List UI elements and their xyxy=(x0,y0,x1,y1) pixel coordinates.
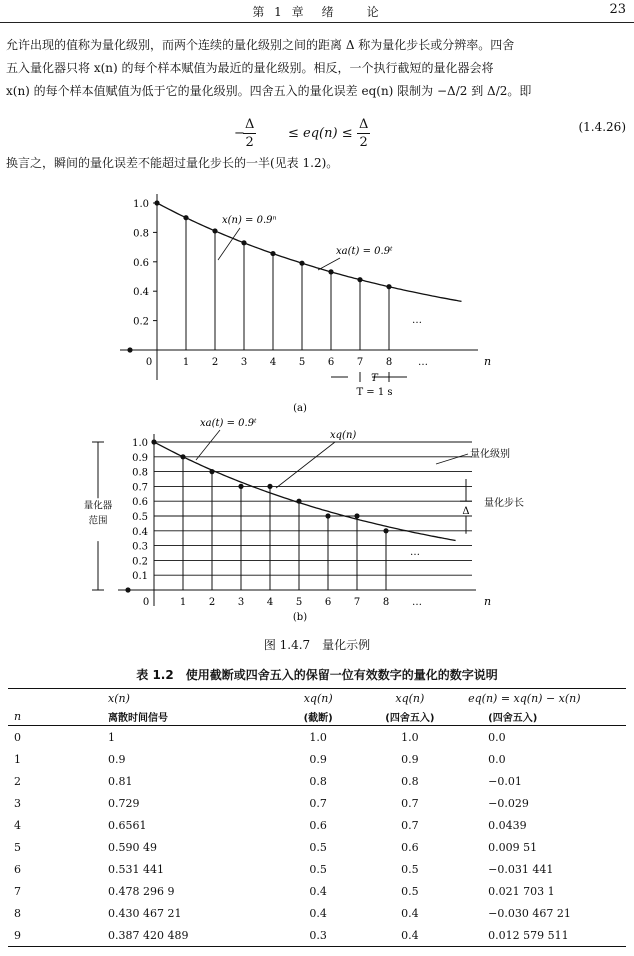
header-cell xyxy=(8,689,56,708)
x-tick-label: 7 xyxy=(356,357,364,368)
table-caption: 表 1.2 使用截断或四舍五入的保留一位有效数字的量化的数字说明 xyxy=(136,668,498,682)
quantized-point xyxy=(383,528,388,533)
table-cell: 0.590 49 xyxy=(108,840,158,854)
data-point xyxy=(270,251,275,256)
table-row xyxy=(8,748,626,770)
data-point xyxy=(357,277,362,282)
paragraph-line-1: 允许出现的值称为量化级别，而两个连续的量化级别之间的距离 Δ 称为量化步长或分辨率。四舍 xyxy=(6,38,515,52)
quantizer-range-label: 量化器 xyxy=(83,500,113,512)
x-tick-label: 0 xyxy=(145,357,153,368)
x-tick-label: 1 xyxy=(182,357,190,368)
equation-1-4-26 xyxy=(0,116,634,156)
table-cell: 0.3 xyxy=(275,924,362,947)
table-header-row-top xyxy=(8,689,626,708)
figure-b-caption: (b) xyxy=(292,612,308,623)
x-tick-label: 3 xyxy=(237,597,245,608)
y-tick-label: 0.2 xyxy=(133,316,149,328)
table-cell: 9 xyxy=(8,924,56,947)
x-tick-label: 0 xyxy=(142,597,150,608)
table-cell: 0.5 xyxy=(401,884,419,898)
y-tick-label: 0.7 xyxy=(132,482,148,494)
table-cell: 0.5 xyxy=(401,862,419,876)
y-tick-label: 0.4 xyxy=(132,526,148,538)
figure-caption: 图 1.4.7 量化示例 xyxy=(263,638,371,652)
y-tick-label: 0.6 xyxy=(133,257,149,269)
table-row xyxy=(8,880,626,902)
chapter-title: 第 1 章 绪 论 xyxy=(252,5,382,19)
table-cell: 0.9 xyxy=(309,752,327,766)
period-label: T xyxy=(371,373,378,384)
data-point xyxy=(154,200,159,205)
discrete-label-pointer xyxy=(218,228,240,260)
table-cell: 0.009 51 xyxy=(488,840,538,854)
header-cell: (四舍五入) xyxy=(458,707,626,726)
header-cell: (四舍五入) xyxy=(362,707,459,726)
table-cell: 0.430 467 21 xyxy=(108,906,182,920)
table-cell: 0.5 xyxy=(309,840,327,854)
x-tick-label: 2 xyxy=(208,597,216,608)
continuous-curve xyxy=(157,203,462,301)
x-tick-label: 7 xyxy=(353,597,361,608)
table-body xyxy=(8,726,626,947)
continuous-signal-label: xa(t) = 0.9ᵗ xyxy=(336,246,393,257)
x-tick-label: 4 xyxy=(269,357,277,368)
y-tick-label: 0.8 xyxy=(133,228,149,240)
step-size-label: 量化步长 xyxy=(484,498,524,510)
x-tick-label: 1 xyxy=(179,597,187,608)
quantized-point xyxy=(180,454,185,459)
right-fraction xyxy=(357,116,370,151)
table-cell: 1 xyxy=(14,752,21,766)
table-cell: 3 xyxy=(14,796,21,810)
continuous-label-pointer xyxy=(318,258,340,270)
table-cell: 0.4 xyxy=(309,884,327,898)
table-cell: 0.81 xyxy=(108,774,133,788)
header-cell: xq(n) xyxy=(362,689,459,708)
table-row xyxy=(8,836,626,858)
x-tick-label: 2 xyxy=(211,357,219,368)
table-cell: 0.012 579 511 xyxy=(458,924,626,947)
y-tick-label: 0.8 xyxy=(132,467,148,479)
left-denominator: 2 xyxy=(245,135,254,150)
right-denominator: 2 xyxy=(359,135,368,150)
table-cell: 0.5 xyxy=(309,862,327,876)
table-cell: 0.387 420 489 xyxy=(56,924,275,947)
data-point xyxy=(212,228,217,233)
table-row xyxy=(8,770,626,792)
equation-number: (1.4.26) xyxy=(578,120,626,134)
y-tick-label: 0.3 xyxy=(132,541,148,553)
table-row xyxy=(8,792,626,814)
figure-a-caption: (a) xyxy=(293,403,307,414)
table-cell: 0.0 xyxy=(488,730,506,744)
table-cell: 4 xyxy=(14,818,21,832)
continuous-signal-label: xa(t) = 0.9ᵗ xyxy=(200,418,257,429)
data-point xyxy=(299,261,304,266)
header-cell: eq(n) = xq(n) − x(n) xyxy=(458,689,626,708)
discrete-signal-label: x(n) = 0.9ⁿ xyxy=(222,215,277,226)
table-cell: 1.0 xyxy=(401,730,419,744)
header-cell: n xyxy=(8,707,56,726)
minus-sign: − xyxy=(234,126,245,141)
x-tick-label: 3 xyxy=(240,357,248,368)
table-cell: 0.531 441 xyxy=(108,862,165,876)
table-cell: −0.031 441 xyxy=(488,862,554,876)
quantizer-range-label: 范围 xyxy=(88,515,108,527)
data-point xyxy=(241,240,246,245)
data-point xyxy=(328,269,333,274)
x-tick-label: 6 xyxy=(324,597,332,608)
y-tick-label: 0.5 xyxy=(132,512,148,523)
table-header-row-bottom xyxy=(8,707,626,726)
figure-b-plot xyxy=(0,408,634,640)
table-cell: 0.4 xyxy=(362,924,459,947)
curve-ellipsis: … xyxy=(410,547,420,558)
table-row xyxy=(8,726,626,749)
table-cell: 0.7 xyxy=(401,796,419,810)
y-tick-label: 1.0 xyxy=(132,438,148,449)
data-point xyxy=(386,284,391,289)
running-header xyxy=(0,0,634,23)
table-cell: 0.021 703 1 xyxy=(488,884,555,898)
y-tick-label: 0.1 xyxy=(132,571,148,583)
y-tick-label: 0.9 xyxy=(132,452,148,464)
header-cell: xq(n) xyxy=(275,689,362,708)
x-ellipsis: … xyxy=(412,597,422,608)
header-cell: (截断) xyxy=(275,707,362,726)
step-symbol: Δ xyxy=(462,505,470,517)
table-cell: 0.6 xyxy=(309,818,327,832)
quantized-point xyxy=(296,499,301,504)
y-tick-label: 0.2 xyxy=(132,556,148,568)
table-row xyxy=(8,858,626,880)
x-tick-label: 4 xyxy=(266,597,274,608)
quantized-point xyxy=(238,484,243,489)
curve-ellipsis: … xyxy=(412,315,422,326)
quantization-table xyxy=(8,688,626,947)
table-cell: 0.7 xyxy=(401,818,419,832)
table-cell: 5 xyxy=(14,840,21,854)
quantization-levels-label: 量化级别 xyxy=(470,449,510,460)
x-tick-label: 5 xyxy=(298,357,306,368)
x-axis-label: n xyxy=(484,595,492,608)
x-tick-label: 8 xyxy=(382,597,390,608)
x-tick-label: 5 xyxy=(295,597,303,608)
table-cell: 0 xyxy=(14,730,21,744)
x-ellipsis: … xyxy=(418,357,428,368)
x-tick-label: 6 xyxy=(327,357,335,368)
page-number: 23 xyxy=(609,2,626,17)
table-cell: 0.8 xyxy=(309,774,327,788)
table-cell: 0.478 296 9 xyxy=(108,884,175,898)
table-cell: 0.9 xyxy=(401,752,419,766)
table-cell: 7 xyxy=(14,884,21,898)
table-cell: 0.0 xyxy=(488,752,506,766)
quantized-point xyxy=(267,484,272,489)
table-row xyxy=(8,902,626,924)
table-cell: 8 xyxy=(14,906,21,920)
table-cell: 0.4 xyxy=(401,906,419,920)
table-cell: −0.01 xyxy=(488,774,522,788)
table-cell: −0.029 xyxy=(488,796,529,810)
x-axis-label: n xyxy=(484,355,492,368)
continuous-label-pointer xyxy=(196,430,220,460)
y-tick-label: 0.4 xyxy=(133,287,149,299)
paragraph-line-3: x(n) 的每个样本值赋值为低于它的量化级别。四舍五入的量化误差 eq(n) 限制为 −Δ/2 到 Δ/2。即 xyxy=(6,84,532,98)
table-cell: −0.030 467 21 xyxy=(488,906,571,920)
quantized-signal-label: xq(n) xyxy=(330,430,357,441)
negative-origin-point xyxy=(125,587,130,592)
table-cell: 0.7 xyxy=(309,796,327,810)
data-point xyxy=(183,215,188,220)
x-tick-label: 8 xyxy=(385,357,393,368)
table-cell: 0.6561 xyxy=(108,818,147,832)
y-tick-label: 1.0 xyxy=(133,199,149,210)
equation-middle: ≤ eq(n) ≤ xyxy=(288,126,353,141)
table-cell: 1 xyxy=(108,730,116,744)
quantized-label-pointer xyxy=(276,442,335,488)
negative-origin-point xyxy=(127,347,132,352)
table-cell: 0.729 xyxy=(108,796,140,810)
table-cell: 0.4 xyxy=(309,906,327,920)
levels-label-pointer xyxy=(436,454,468,464)
paragraph-line-2: 五入量化器只将 x(n) 的每个样本赋值为最近的量化级别。相反，一个执行截短的量化器会将 xyxy=(6,61,494,75)
figure-a-plot xyxy=(0,188,634,428)
table-row xyxy=(8,814,626,836)
table-cell: 1.0 xyxy=(309,730,327,744)
right-numerator: Δ xyxy=(359,117,369,132)
y-tick-label: 0.6 xyxy=(132,497,148,509)
table-cell: 0.6 xyxy=(401,840,419,854)
table-cell: 2 xyxy=(14,774,21,788)
quantized-point xyxy=(354,513,359,518)
quantized-point xyxy=(209,469,214,474)
quantized-point xyxy=(325,513,330,518)
header-cell: 离散时间信号 xyxy=(56,707,275,726)
table-cell: 0.8 xyxy=(401,774,419,788)
left-numerator: Δ xyxy=(245,117,255,132)
header-cell: x(n) xyxy=(56,689,275,708)
quantized-point xyxy=(151,439,156,444)
table-cell: 0.0439 xyxy=(488,818,527,832)
table-row xyxy=(8,924,626,947)
sentence-after-equation: 换言之，瞬间的量化误差不能超过量化步长的一半(见表 1.2)。 xyxy=(6,156,339,170)
table-cell: 6 xyxy=(14,862,21,876)
period-note: T = 1 s xyxy=(356,387,393,398)
table-cell: 0.9 xyxy=(108,752,126,766)
left-fraction xyxy=(243,116,256,151)
